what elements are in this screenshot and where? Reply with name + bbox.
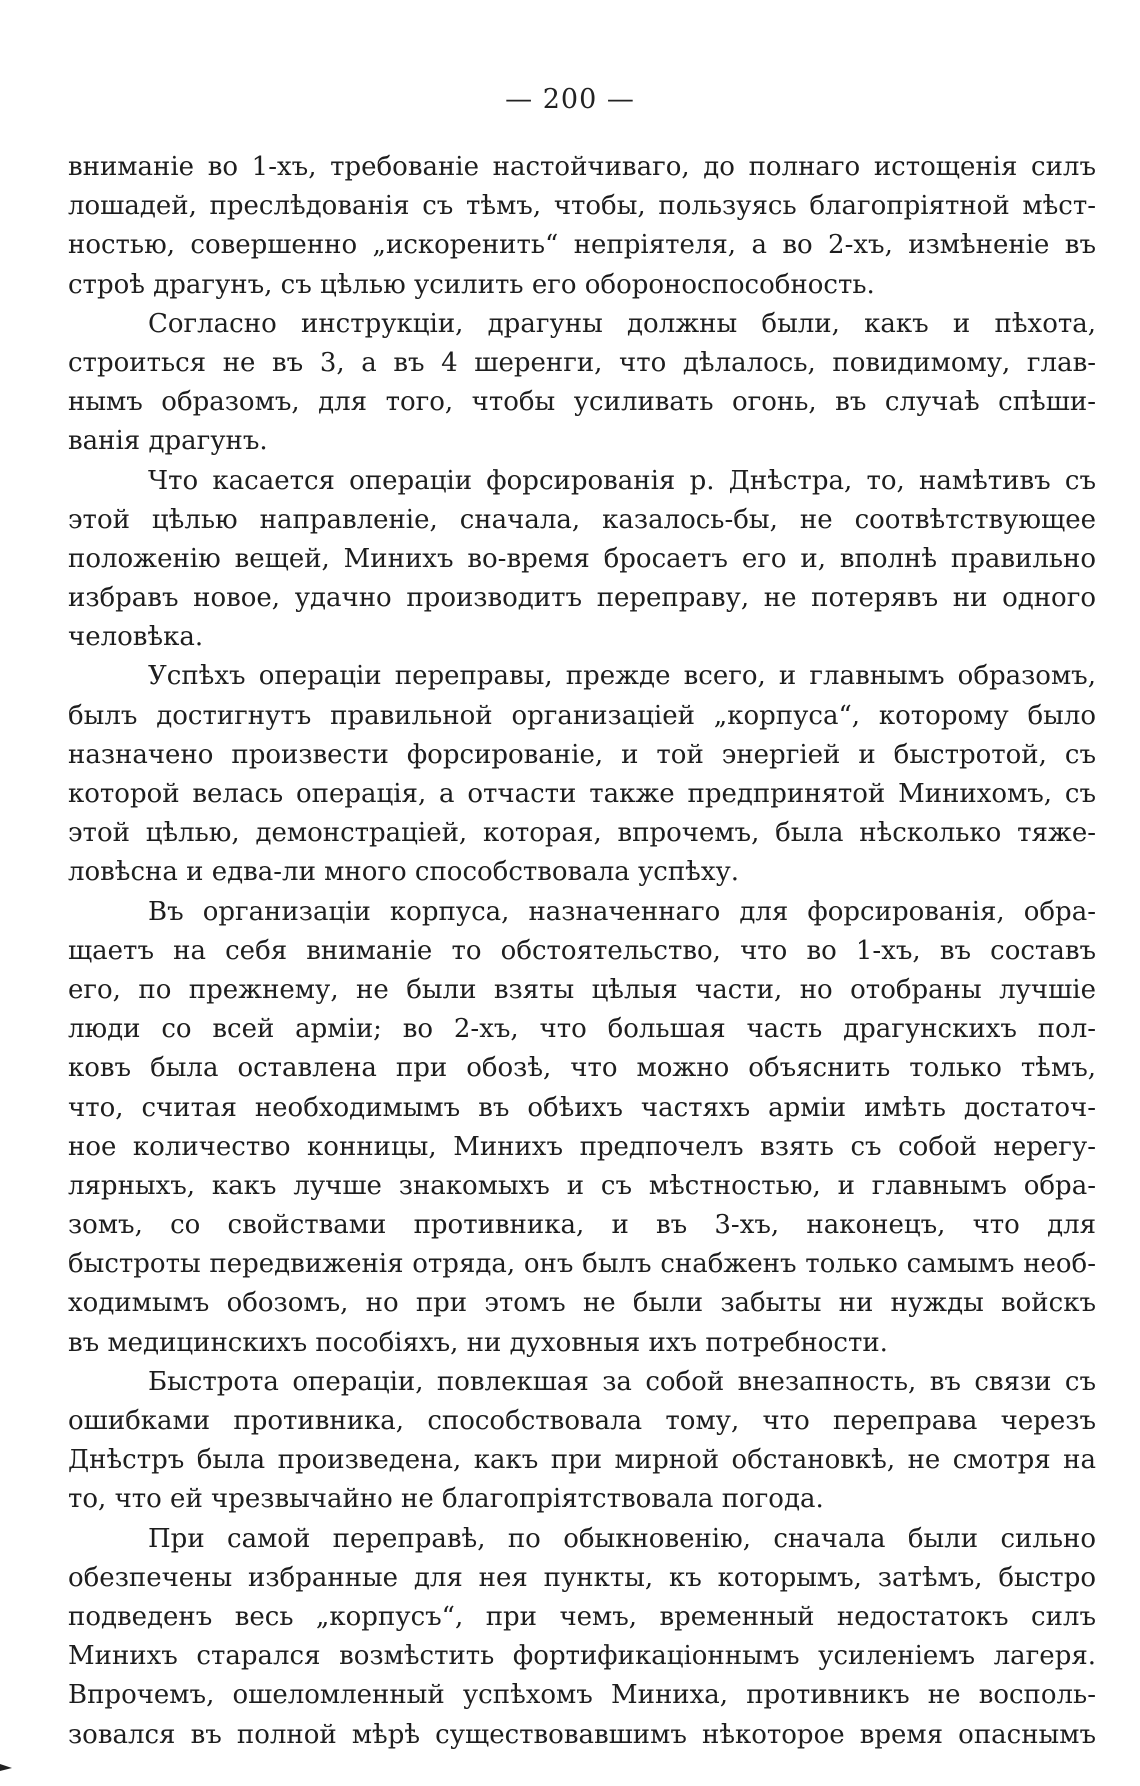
body-text [68, 148, 1096, 1755]
text-line: подведенъ весь „корпусъ“, при чемъ, временный недостатокъ силъ [68, 1601, 1096, 1632]
text-line: лошадей, преслѣдованія съ тѣмъ, чтобы, пользуясь благопріятной мѣст- [68, 191, 1096, 222]
text-line: положенію вещей, Минихъ во-время бросаетъ его и, вполнѣ правильно [68, 543, 1096, 574]
text-line: ванія драгунъ. [68, 426, 268, 457]
text-line: этой цѣлью направленіе, сначала, казалось-бы, не соотвѣтствующее [68, 504, 1096, 535]
text-line: зомъ, со свойствами противника, и въ 3-хъ, наконецъ, что для [68, 1210, 1096, 1241]
text-line: избравъ новое, удачно производитъ переправу, не потерявъ ни одного [68, 583, 1096, 614]
text-line: что, считая необходимымъ въ обѣихъ частяхъ арміи имѣть достаточ- [68, 1092, 1096, 1123]
text-line: ковъ была оставлена при обозѣ, что можно объяснить только тѣмъ, [68, 1053, 1096, 1084]
paragraph-first-line: При самой переправѣ, по обыкновенію, сначала были сильно [148, 1523, 1096, 1554]
text-line: ходимымъ обозомъ, но при этомъ не были забыты ни нужды войскъ [68, 1288, 1096, 1319]
paragraph-first-line: Что касается операціи форсированія р. Днѣстра, то, намѣтивъ съ [148, 465, 1096, 496]
text-line: человѣка. [68, 622, 204, 653]
text-line: которой велась операція, а отчасти также предпринятой Минихомъ, съ [68, 779, 1096, 809]
text-line: Минихъ старался возмѣстить фортификаціоннымъ усиленіемъ лагеря. [68, 1641, 1096, 1672]
text-line: его, по прежнему, не были взяты цѣлыя части, но отобраны лучшіе [68, 974, 1096, 1005]
text-line: въ медицинскихъ пособіяхъ, ни духовныя ихъ потребности. [68, 1327, 888, 1358]
scan-mark-icon [0, 1762, 14, 1772]
text-line: вниманіе во 1-хъ, требованіе настойчиваго, до полнаго истощенія силъ [68, 152, 1096, 182]
text-line: былъ достигнутъ правильной организаціей „корпуса“, которому было [68, 700, 1096, 731]
text-line: щаетъ на себя вниманіе то обстоятельство, что во 1-хъ, въ составъ [68, 935, 1096, 966]
text-line: Впрочемъ, ошеломленный успѣхомъ Миниха, противникъ не восполь- [68, 1680, 1096, 1711]
paragraph-first-line: Успѣхъ операціи переправы, прежде всего, и главнымъ образомъ, [148, 661, 1096, 692]
text-line: зовался въ полной мѣрѣ существовавшимъ нѣкоторое время опаснымъ [68, 1719, 1096, 1750]
text-line: нымъ образомъ, для того, чтобы усиливать огонь, въ случаѣ спѣши- [68, 387, 1096, 418]
paragraph-first-line: Въ организаціи корпуса, назначеннаго для форсированія, обра- [148, 896, 1096, 927]
page-number: — 200 — [505, 84, 635, 115]
text-line: Днѣстръ была произведена, какъ при мирной обстановкѣ, не смотря на [68, 1445, 1096, 1476]
text-line: ловѣсна и едва-ли много способствовала успѣху. [68, 857, 740, 888]
text-line: лярныхъ, какъ лучше знакомыхъ и съ мѣстностью, и главнымъ обра- [68, 1170, 1096, 1201]
text-line: обезпечены избранные для нея пункты, къ которымъ, затѣмъ, быстро [68, 1562, 1096, 1593]
text-line: строиться не въ 3, а въ 4 шеренги, что дѣлалось, повидимому, глав- [68, 347, 1096, 378]
text-line: ошибками противника, способствовала тому, что переправа черезъ [68, 1406, 1096, 1436]
text-line: ностью, совершенно „искоренить“ непріятеля, а во 2-хъ, измѣненіе въ [68, 230, 1096, 261]
text-line: люди со всей арміи; во 2-хъ, что большая часть драгунскихъ пол- [68, 1014, 1096, 1045]
text-line: строѣ драгунъ, съ цѣлью усилить его обороноспособность. [68, 269, 875, 300]
text-line: то, что ей чрезвычайно не благопріятствовала погода. [68, 1484, 824, 1515]
paragraph-first-line: Согласно инструкціи, драгуны должны были, какъ и пѣхота, [148, 308, 1096, 339]
text-line: ное количество конницы, Минихъ предпочелъ взять съ собой нерегу- [68, 1131, 1096, 1162]
text-line: быстроты передвиженія отряда, онъ былъ снабженъ только самымъ необ- [68, 1249, 1096, 1280]
text-line: этой цѣлью, демонстраціей, которая, впрочемъ, была нѣсколько тяже- [68, 818, 1096, 849]
text-line: назначено произвести форсированіе, и той энергіей и быстротой, съ [68, 739, 1096, 770]
paragraph-first-line: Быстрота операціи, повлекшая за собой внезапность, въ связи съ [148, 1366, 1096, 1397]
